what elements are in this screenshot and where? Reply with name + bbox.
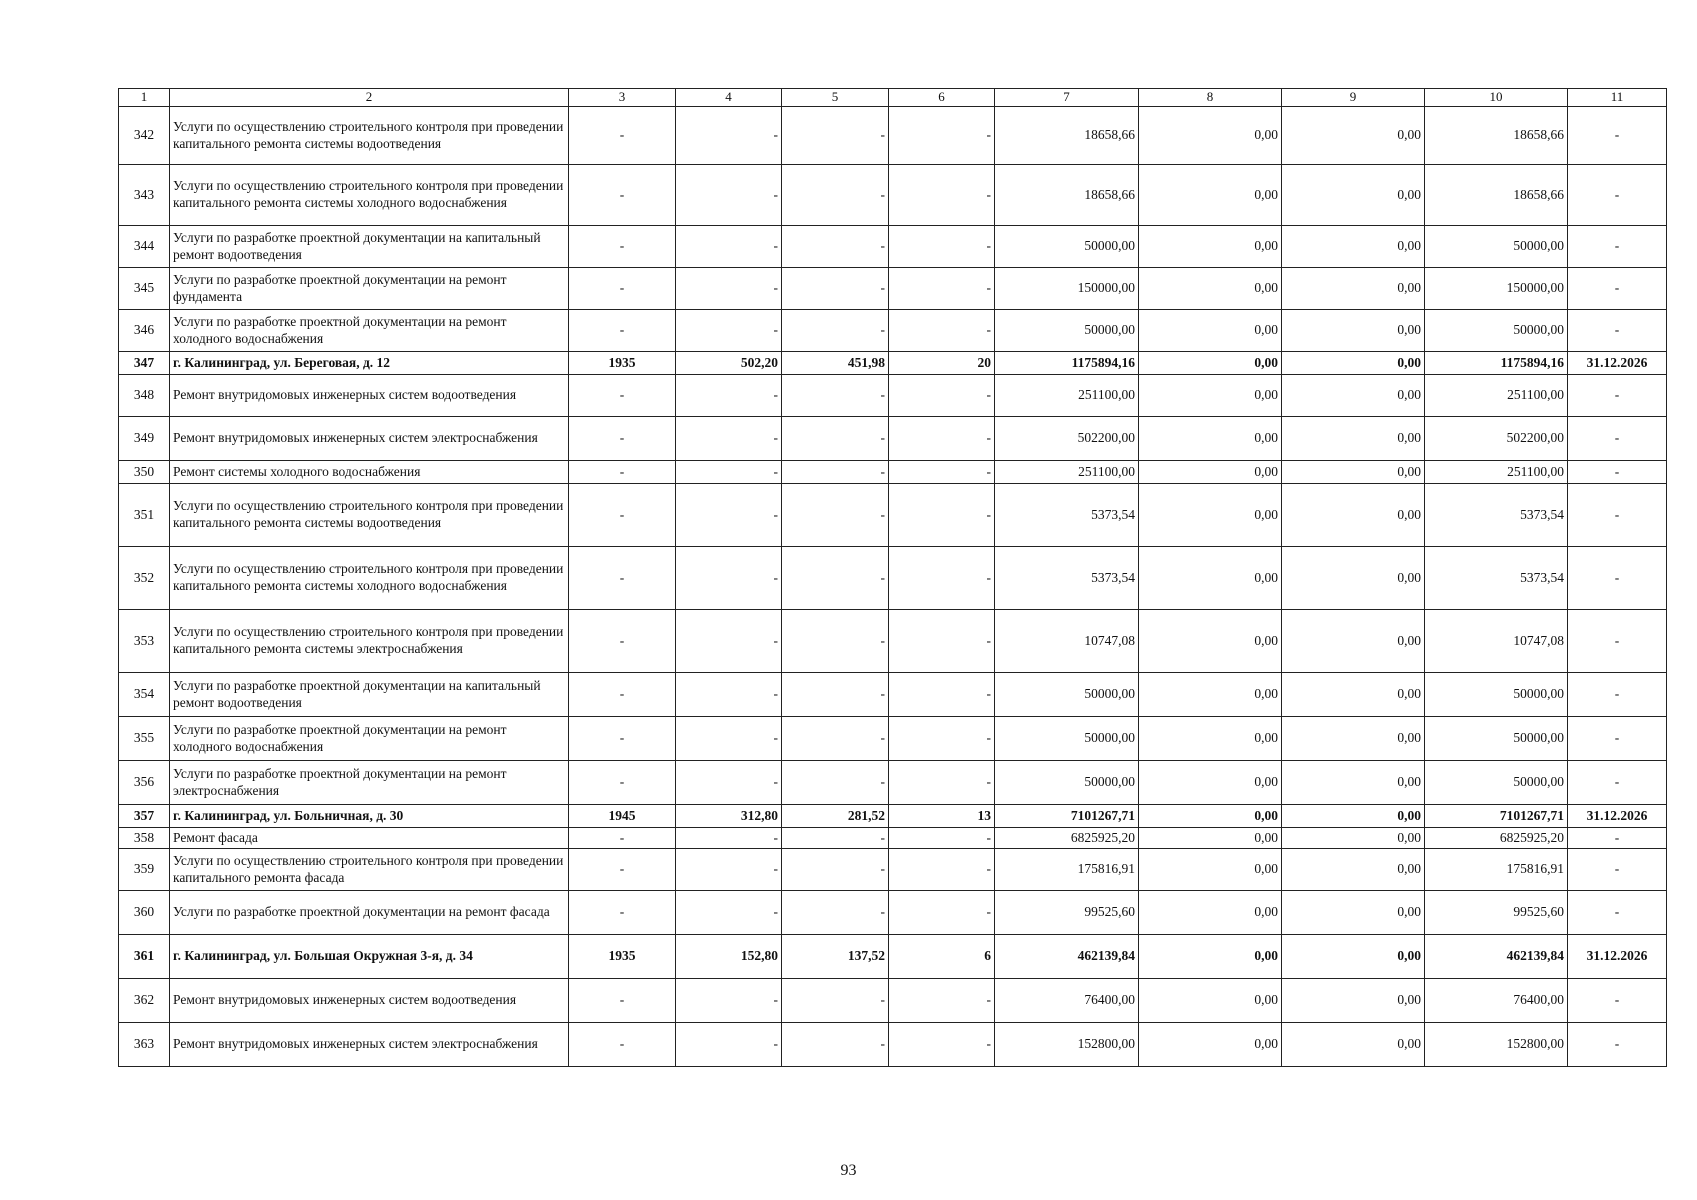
year-built-cell: 1935 — [569, 935, 676, 979]
year-built-cell: - — [569, 310, 676, 352]
total-cost-cell: 462139,84 — [995, 935, 1139, 979]
living-area-cell: - — [782, 461, 889, 484]
work-name-cell: Ремонт внутридомовых инженерных систем водоотведения — [170, 375, 569, 417]
total-area-cell: - — [676, 310, 782, 352]
address-row — [119, 935, 1667, 979]
residents-count-cell: - — [889, 849, 995, 891]
living-area-cell: - — [782, 979, 889, 1023]
owners-funds-cell: 251100,00 — [1425, 461, 1568, 484]
table-row — [119, 461, 1667, 484]
owners-funds-cell: 462139,84 — [1425, 935, 1568, 979]
row-number-cell: 360 — [119, 891, 170, 935]
fund-share-2-cell: 0,00 — [1282, 417, 1425, 461]
residents-count-cell: - — [889, 268, 995, 310]
fund-share-2-cell: 0,00 — [1282, 165, 1425, 226]
row-number-cell: 354 — [119, 673, 170, 717]
total-cost-cell: 76400,00 — [995, 979, 1139, 1023]
year-built-cell: - — [569, 375, 676, 417]
fund-share-1-cell: 0,00 — [1139, 979, 1282, 1023]
completion-date-cell: 31.12.2026 — [1568, 935, 1667, 979]
table-row — [119, 891, 1667, 935]
fund-share-1-cell: 0,00 — [1139, 107, 1282, 165]
work-name-cell: Услуги по осуществлению строительного контроля при проведении капитального ремонта системы холодного водоснабжения — [170, 165, 569, 226]
completion-date-cell: - — [1568, 610, 1667, 673]
residents-count-cell: - — [889, 979, 995, 1023]
year-built-cell: - — [569, 717, 676, 761]
row-number-cell: 363 — [119, 1023, 170, 1067]
living-area-cell: - — [782, 1023, 889, 1067]
row-number-cell: 359 — [119, 849, 170, 891]
total-area-cell: - — [676, 417, 782, 461]
col-header: 11 — [1568, 89, 1667, 107]
work-name-cell: Услуги по разработке проектной документации на капитальный ремонт водоотведения — [170, 673, 569, 717]
owners-funds-cell: 7101267,71 — [1425, 805, 1568, 828]
owners-funds-cell: 76400,00 — [1425, 979, 1568, 1023]
row-number-cell: 357 — [119, 805, 170, 828]
col-header: 7 — [995, 89, 1139, 107]
col-header: 9 — [1282, 89, 1425, 107]
residents-count-cell: - — [889, 547, 995, 610]
col-header: 2 — [170, 89, 569, 107]
residents-count-cell: - — [889, 717, 995, 761]
residents-count-cell: - — [889, 417, 995, 461]
total-area-cell: - — [676, 673, 782, 717]
completion-date-cell: - — [1568, 165, 1667, 226]
owners-funds-cell: 18658,66 — [1425, 165, 1568, 226]
work-name-cell: Услуги по разработке проектной документации на ремонт холодного водоснабжения — [170, 310, 569, 352]
works-table — [118, 88, 1667, 1067]
row-number-cell: 361 — [119, 935, 170, 979]
total-area-cell: - — [676, 547, 782, 610]
living-area-cell: - — [782, 484, 889, 547]
total-cost-cell: 251100,00 — [995, 461, 1139, 484]
owners-funds-cell: 150000,00 — [1425, 268, 1568, 310]
table-row — [119, 673, 1667, 717]
year-built-cell: - — [569, 610, 676, 673]
total-area-cell: - — [676, 268, 782, 310]
work-name-cell: Услуги по разработке проектной документации на ремонт холодного водоснабжения — [170, 717, 569, 761]
fund-share-1-cell: 0,00 — [1139, 1023, 1282, 1067]
fund-share-1-cell: 0,00 — [1139, 805, 1282, 828]
total-cost-cell: 502200,00 — [995, 417, 1139, 461]
table-row — [119, 610, 1667, 673]
year-built-cell: - — [569, 107, 676, 165]
col-header: 3 — [569, 89, 676, 107]
completion-date-cell: - — [1568, 979, 1667, 1023]
row-number-cell: 358 — [119, 828, 170, 849]
col-header: 8 — [1139, 89, 1282, 107]
owners-funds-cell: 18658,66 — [1425, 107, 1568, 165]
living-area-cell: - — [782, 717, 889, 761]
completion-date-cell: - — [1568, 547, 1667, 610]
row-number-cell: 344 — [119, 226, 170, 268]
work-name-cell: Ремонт внутридомовых инженерных систем водоотведения — [170, 979, 569, 1023]
col-header: 5 — [782, 89, 889, 107]
residents-count-cell: - — [889, 375, 995, 417]
year-built-cell: - — [569, 417, 676, 461]
fund-share-1-cell: 0,00 — [1139, 352, 1282, 375]
work-name-cell: Услуги по осуществлению строительного контроля при проведении капитального ремонта системы холодного водоснабжения — [170, 547, 569, 610]
total-area-cell: - — [676, 165, 782, 226]
table-row — [119, 547, 1667, 610]
total-cost-cell: 5373,54 — [995, 484, 1139, 547]
living-area-cell: 137,52 — [782, 935, 889, 979]
living-area-cell: - — [782, 417, 889, 461]
total-cost-cell: 18658,66 — [995, 165, 1139, 226]
residents-count-cell: - — [889, 610, 995, 673]
completion-date-cell: - — [1568, 849, 1667, 891]
work-name-cell: Услуги по осуществлению строительного контроля при проведении капитального ремонта фасада — [170, 849, 569, 891]
fund-share-1-cell: 0,00 — [1139, 891, 1282, 935]
fund-share-2-cell: 0,00 — [1282, 268, 1425, 310]
total-area-cell: - — [676, 1023, 782, 1067]
row-number-cell: 345 — [119, 268, 170, 310]
table-row — [119, 165, 1667, 226]
completion-date-cell: - — [1568, 717, 1667, 761]
fund-share-1-cell: 0,00 — [1139, 610, 1282, 673]
total-area-cell: - — [676, 375, 782, 417]
total-cost-cell: 6825925,20 — [995, 828, 1139, 849]
col-header: 1 — [119, 89, 170, 107]
completion-date-cell: 31.12.2026 — [1568, 805, 1667, 828]
fund-share-2-cell: 0,00 — [1282, 979, 1425, 1023]
residents-count-cell: - — [889, 828, 995, 849]
residents-count-cell: - — [889, 891, 995, 935]
owners-funds-cell: 10747,08 — [1425, 610, 1568, 673]
residents-count-cell: 13 — [889, 805, 995, 828]
completion-date-cell: - — [1568, 484, 1667, 547]
table-row — [119, 226, 1667, 268]
residents-count-cell: - — [889, 226, 995, 268]
total-area-cell: - — [676, 828, 782, 849]
row-number-cell: 352 — [119, 547, 170, 610]
fund-share-1-cell: 0,00 — [1139, 828, 1282, 849]
fund-share-2-cell: 0,00 — [1282, 107, 1425, 165]
residents-count-cell: 20 — [889, 352, 995, 375]
col-header: 6 — [889, 89, 995, 107]
completion-date-cell: - — [1568, 226, 1667, 268]
total-cost-cell: 50000,00 — [995, 717, 1139, 761]
work-name-cell: г. Калининград, ул. Больничная, д. 30 — [170, 805, 569, 828]
row-number-cell: 351 — [119, 484, 170, 547]
living-area-cell: - — [782, 547, 889, 610]
completion-date-cell: 31.12.2026 — [1568, 352, 1667, 375]
fund-share-2-cell: 0,00 — [1282, 717, 1425, 761]
residents-count-cell: - — [889, 1023, 995, 1067]
year-built-cell: - — [569, 761, 676, 805]
total-area-cell: - — [676, 610, 782, 673]
year-built-cell: - — [569, 979, 676, 1023]
owners-funds-cell: 50000,00 — [1425, 310, 1568, 352]
year-built-cell: - — [569, 226, 676, 268]
table-row — [119, 979, 1667, 1023]
row-number-cell: 355 — [119, 717, 170, 761]
year-built-cell: - — [569, 547, 676, 610]
fund-share-1-cell: 0,00 — [1139, 375, 1282, 417]
fund-share-2-cell: 0,00 — [1282, 310, 1425, 352]
owners-funds-cell: 5373,54 — [1425, 547, 1568, 610]
completion-date-cell: - — [1568, 1023, 1667, 1067]
table-row — [119, 375, 1667, 417]
completion-date-cell: - — [1568, 107, 1667, 165]
living-area-cell: - — [782, 891, 889, 935]
completion-date-cell: - — [1568, 673, 1667, 717]
table-row — [119, 484, 1667, 547]
total-area-cell: - — [676, 107, 782, 165]
living-area-cell: - — [782, 107, 889, 165]
living-area-cell: - — [782, 375, 889, 417]
fund-share-2-cell: 0,00 — [1282, 805, 1425, 828]
table-row — [119, 1023, 1667, 1067]
row-number-cell: 362 — [119, 979, 170, 1023]
table-row — [119, 417, 1667, 461]
work-name-cell: Ремонт фасада — [170, 828, 569, 849]
work-name-cell: Услуги по осуществлению строительного контроля при проведении капитального ремонта системы водоотведения — [170, 107, 569, 165]
owners-funds-cell: 5373,54 — [1425, 484, 1568, 547]
fund-share-1-cell: 0,00 — [1139, 268, 1282, 310]
total-cost-cell: 5373,54 — [995, 547, 1139, 610]
completion-date-cell: - — [1568, 461, 1667, 484]
fund-share-2-cell: 0,00 — [1282, 461, 1425, 484]
work-name-cell: Услуги по осуществлению строительного контроля при проведении капитального ремонта системы водоотведения — [170, 484, 569, 547]
completion-date-cell: - — [1568, 375, 1667, 417]
residents-count-cell: - — [889, 310, 995, 352]
fund-share-1-cell: 0,00 — [1139, 673, 1282, 717]
living-area-cell: - — [782, 226, 889, 268]
row-number-cell: 343 — [119, 165, 170, 226]
column-number-row — [119, 89, 1667, 107]
total-cost-cell: 50000,00 — [995, 761, 1139, 805]
year-built-cell: - — [569, 268, 676, 310]
work-name-cell: Услуги по осуществлению строительного контроля при проведении капитального ремонта системы электроснабжения — [170, 610, 569, 673]
work-name-cell: Услуги по разработке проектной документации на капитальный ремонт водоотведения — [170, 226, 569, 268]
fund-share-2-cell: 0,00 — [1282, 761, 1425, 805]
year-built-cell: - — [569, 828, 676, 849]
total-cost-cell: 150000,00 — [995, 268, 1139, 310]
total-area-cell: 502,20 — [676, 352, 782, 375]
year-built-cell: - — [569, 849, 676, 891]
table-row — [119, 268, 1667, 310]
year-built-cell: - — [569, 461, 676, 484]
total-cost-cell: 50000,00 — [995, 226, 1139, 268]
fund-share-1-cell: 0,00 — [1139, 935, 1282, 979]
total-area-cell: 312,80 — [676, 805, 782, 828]
residents-count-cell: - — [889, 484, 995, 547]
row-number-cell: 346 — [119, 310, 170, 352]
row-number-cell: 349 — [119, 417, 170, 461]
work-name-cell: Ремонт системы холодного водоснабжения — [170, 461, 569, 484]
owners-funds-cell: 251100,00 — [1425, 375, 1568, 417]
table-row — [119, 849, 1667, 891]
completion-date-cell: - — [1568, 310, 1667, 352]
completion-date-cell: - — [1568, 417, 1667, 461]
table-row — [119, 310, 1667, 352]
fund-share-2-cell: 0,00 — [1282, 849, 1425, 891]
total-area-cell: - — [676, 717, 782, 761]
table-row — [119, 761, 1667, 805]
total-cost-cell: 7101267,71 — [995, 805, 1139, 828]
total-cost-cell: 152800,00 — [995, 1023, 1139, 1067]
residents-count-cell: - — [889, 461, 995, 484]
total-cost-cell: 18658,66 — [995, 107, 1139, 165]
total-area-cell: - — [676, 979, 782, 1023]
fund-share-2-cell: 0,00 — [1282, 935, 1425, 979]
total-cost-cell: 50000,00 — [995, 673, 1139, 717]
fund-share-1-cell: 0,00 — [1139, 547, 1282, 610]
living-area-cell: - — [782, 268, 889, 310]
table-row — [119, 828, 1667, 849]
total-area-cell: 152,80 — [676, 935, 782, 979]
total-area-cell: - — [676, 226, 782, 268]
living-area-cell: - — [782, 761, 889, 805]
fund-share-1-cell: 0,00 — [1139, 849, 1282, 891]
fund-share-2-cell: 0,00 — [1282, 828, 1425, 849]
row-number-cell: 350 — [119, 461, 170, 484]
col-header: 10 — [1425, 89, 1568, 107]
fund-share-2-cell: 0,00 — [1282, 352, 1425, 375]
fund-share-1-cell: 0,00 — [1139, 310, 1282, 352]
work-name-cell: Ремонт внутридомовых инженерных систем электроснабжения — [170, 417, 569, 461]
work-name-cell: г. Калининград, ул. Большая Окружная 3-я, д. 34 — [170, 935, 569, 979]
row-number-cell: 347 — [119, 352, 170, 375]
owners-funds-cell: 50000,00 — [1425, 673, 1568, 717]
page-number: 93 — [840, 1162, 857, 1179]
total-area-cell: - — [676, 849, 782, 891]
living-area-cell: - — [782, 610, 889, 673]
col-header: 4 — [676, 89, 782, 107]
owners-funds-cell: 50000,00 — [1425, 226, 1568, 268]
total-cost-cell: 1175894,16 — [995, 352, 1139, 375]
living-area-cell: - — [782, 165, 889, 226]
total-area-cell: - — [676, 461, 782, 484]
owners-funds-cell: 152800,00 — [1425, 1023, 1568, 1067]
fund-share-2-cell: 0,00 — [1282, 610, 1425, 673]
total-area-cell: - — [676, 761, 782, 805]
residents-count-cell: - — [889, 165, 995, 226]
fund-share-2-cell: 0,00 — [1282, 891, 1425, 935]
fund-share-2-cell: 0,00 — [1282, 1023, 1425, 1067]
owners-funds-cell: 1175894,16 — [1425, 352, 1568, 375]
total-cost-cell: 10747,08 — [995, 610, 1139, 673]
owners-funds-cell: 502200,00 — [1425, 417, 1568, 461]
year-built-cell: - — [569, 673, 676, 717]
work-name-cell: Услуги по разработке проектной документации на ремонт фундамента — [170, 268, 569, 310]
row-number-cell: 342 — [119, 107, 170, 165]
completion-date-cell: - — [1568, 828, 1667, 849]
year-built-cell: - — [569, 1023, 676, 1067]
work-name-cell: Услуги по разработке проектной документации на ремонт электроснабжения — [170, 761, 569, 805]
residents-count-cell: - — [889, 761, 995, 805]
fund-share-1-cell: 0,00 — [1139, 165, 1282, 226]
completion-date-cell: - — [1568, 761, 1667, 805]
living-area-cell: - — [782, 310, 889, 352]
year-built-cell: - — [569, 484, 676, 547]
year-built-cell: - — [569, 165, 676, 226]
living-area-cell: - — [782, 828, 889, 849]
work-name-cell: г. Калининград, ул. Береговая, д. 12 — [170, 352, 569, 375]
living-area-cell: - — [782, 849, 889, 891]
year-built-cell: 1945 — [569, 805, 676, 828]
fund-share-2-cell: 0,00 — [1282, 375, 1425, 417]
owners-funds-cell: 99525,60 — [1425, 891, 1568, 935]
owners-funds-cell: 50000,00 — [1425, 761, 1568, 805]
table-row — [119, 107, 1667, 165]
fund-share-2-cell: 0,00 — [1282, 547, 1425, 610]
total-area-cell: - — [676, 891, 782, 935]
fund-share-1-cell: 0,00 — [1139, 761, 1282, 805]
living-area-cell: - — [782, 673, 889, 717]
total-cost-cell: 50000,00 — [995, 310, 1139, 352]
residents-count-cell: 6 — [889, 935, 995, 979]
fund-share-1-cell: 0,00 — [1139, 417, 1282, 461]
table-row — [119, 717, 1667, 761]
total-cost-cell: 99525,60 — [995, 891, 1139, 935]
fund-share-1-cell: 0,00 — [1139, 461, 1282, 484]
row-number-cell: 353 — [119, 610, 170, 673]
living-area-cell: 281,52 — [782, 805, 889, 828]
total-cost-cell: 175816,91 — [995, 849, 1139, 891]
owners-funds-cell: 50000,00 — [1425, 717, 1568, 761]
fund-share-2-cell: 0,00 — [1282, 484, 1425, 547]
row-number-cell: 356 — [119, 761, 170, 805]
address-row — [119, 805, 1667, 828]
owners-funds-cell: 6825925,20 — [1425, 828, 1568, 849]
fund-share-1-cell: 0,00 — [1139, 717, 1282, 761]
year-built-cell: - — [569, 891, 676, 935]
completion-date-cell: - — [1568, 268, 1667, 310]
address-row — [119, 352, 1667, 375]
fund-share-2-cell: 0,00 — [1282, 226, 1425, 268]
work-name-cell: Услуги по разработке проектной документации на ремонт фасада — [170, 891, 569, 935]
work-name-cell: Ремонт внутридомовых инженерных систем электроснабжения — [170, 1023, 569, 1067]
year-built-cell: 1935 — [569, 352, 676, 375]
fund-share-2-cell: 0,00 — [1282, 673, 1425, 717]
fund-share-1-cell: 0,00 — [1139, 226, 1282, 268]
completion-date-cell: - — [1568, 891, 1667, 935]
residents-count-cell: - — [889, 107, 995, 165]
total-cost-cell: 251100,00 — [995, 375, 1139, 417]
row-number-cell: 348 — [119, 375, 170, 417]
owners-funds-cell: 175816,91 — [1425, 849, 1568, 891]
living-area-cell: 451,98 — [782, 352, 889, 375]
residents-count-cell: - — [889, 673, 995, 717]
total-area-cell: - — [676, 484, 782, 547]
fund-share-1-cell: 0,00 — [1139, 484, 1282, 547]
